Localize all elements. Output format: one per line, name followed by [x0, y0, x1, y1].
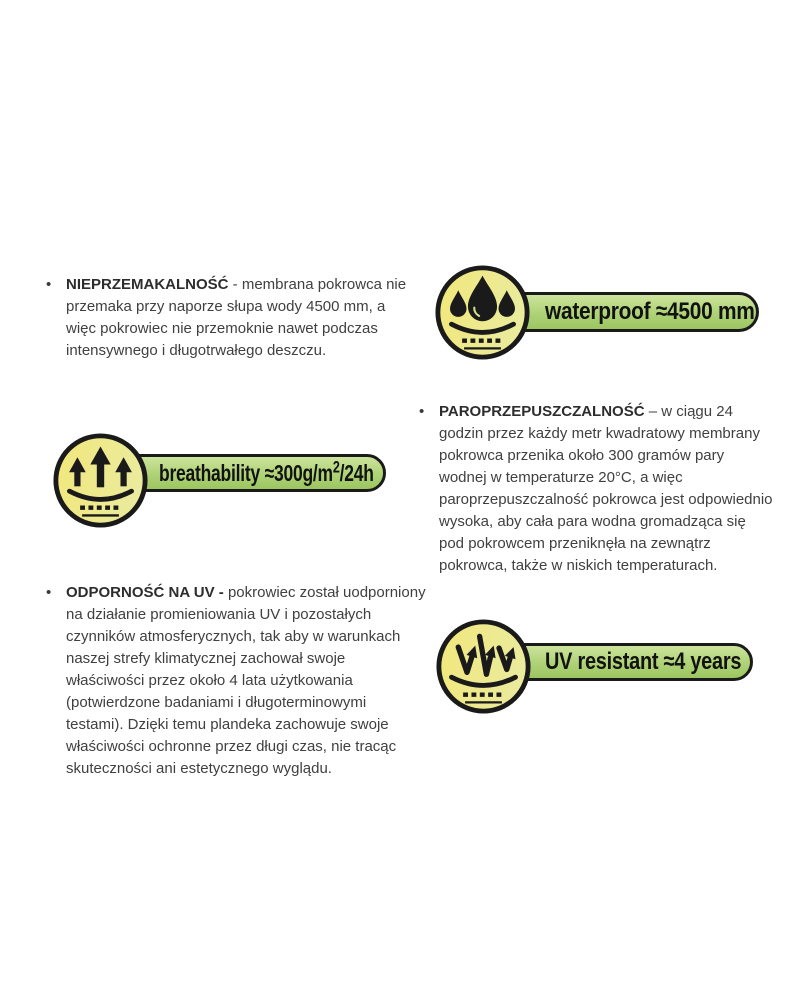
uv-term: ODPORNOŚĆ NA UV - [66, 584, 224, 601]
waterproof-pill-label: waterproof ≈4500 mm [545, 298, 755, 325]
bullet-block-vapor [419, 401, 775, 577]
uv-description [66, 582, 426, 780]
uv-pill-label: UV resistant ≈4 years [545, 648, 742, 675]
vapor-body-text: – w ciągu 24 godzin przez każdy metr kwadratowy membrany pokrowca przenika około 300 gramów pary wodnej w temperaturze 20°C, a więc paroprzepuszczalność pokrowca jest odpowiednio wysoka, aby cała para wodna gromadząca się pod pokrowcem przeniknęła na zewnątrz pokrowca, także w niskich temperaturach. [439, 403, 773, 574]
waterproof-body-text: - membrana pokrowca nie przemaka przy naporze słupa wody 4500 mm, a więc pokrowiec nie przemoknie nawet podczas intensywnego i długotrwałego deszczu. [66, 276, 407, 359]
uv-reflect-arrows-icon [435, 618, 532, 715]
bullet-marker: • [419, 403, 425, 420]
vapor-term: PAROPRZEPUSZCZALNOŚĆ [439, 403, 645, 420]
up-arrows-icon [52, 432, 149, 529]
waterproof-description [66, 274, 408, 362]
breathability-pill-label [159, 456, 374, 487]
vapor-description [439, 401, 775, 577]
breathability-label-post: /24h [339, 459, 374, 486]
breathability-label-sup: 2 [332, 456, 340, 476]
water-drops-icon [434, 264, 531, 361]
breathability-label-pre: breathability ≈300g/m [159, 459, 333, 486]
uv-body-text: pokrowiec został uodporniony na działanie promieniowania UV i pozostałych czynników atmosferycznych, tak aby w warunkach naszej strefy klimatycznej zachował swoje właściwości przez około 4 lata użytkowania (potwierdzone badaniami i długoterminowymi testami). Dzięki temu plandeka zachowuje swoje właściwości ochronne przez długi czas, nie tracąc skuteczności ani estetycznego wyglądu. [66, 584, 426, 777]
bullet-block-waterproof [46, 274, 408, 362]
bullet-block-uv [46, 582, 426, 780]
bullet-marker: • [46, 276, 52, 293]
bullet-marker: • [46, 584, 52, 601]
waterproof-term: NIEPRZEMAKALNOŚĆ [66, 276, 229, 293]
